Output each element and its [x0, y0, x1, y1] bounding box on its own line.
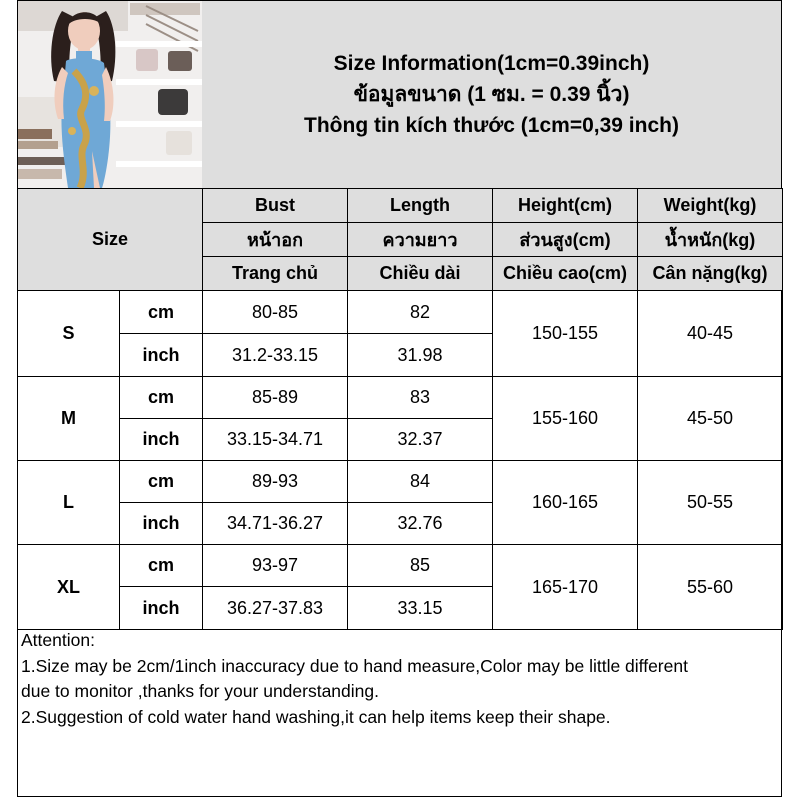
size-chart-table — [17, 188, 783, 630]
bust-inch-value: 31.2-33.15 — [203, 334, 348, 377]
height-header-english: Height(cm) — [493, 189, 638, 223]
header-title-vietnamese: Thông tin kích thước (1cm=0,39 inch) — [304, 114, 679, 137]
height-value: 155-160 — [493, 377, 638, 461]
weight-header-vietnamese: Cân nặng(kg) — [638, 257, 783, 291]
length-inch-value: 32.76 — [348, 503, 493, 545]
bust-cm-value: 89-93 — [203, 461, 348, 503]
bust-header-vietnamese: Trang chủ — [203, 257, 348, 291]
size-label-l: L — [18, 461, 120, 545]
height-value: 165-170 — [493, 545, 638, 630]
weight-value: 50-55 — [638, 461, 783, 545]
height-value: 160-165 — [493, 461, 638, 545]
unit-label-inch: inch — [120, 503, 203, 545]
note-line: due to monitor ,thanks for your understanding. — [21, 681, 379, 701]
length-cm-value: 85 — [348, 545, 493, 587]
length-cm-value: 82 — [348, 291, 493, 334]
weight-value: 40-45 — [638, 291, 783, 377]
length-cm-value: 83 — [348, 377, 493, 419]
product-photo-illustration — [18, 1, 202, 188]
unit-label-inch: inch — [120, 419, 203, 461]
note-line: 2.Suggestion of cold water hand washing,it can help items keep their shape. — [21, 706, 611, 727]
size-information-header — [202, 1, 781, 188]
length-inch-value: 33.15 — [348, 587, 493, 630]
length-header-vietnamese: Chiều dài — [348, 257, 493, 291]
unit-label-cm: cm — [120, 545, 203, 587]
header-title-thai: ข้อมูลขนาด (1 ซม. = 0.39 นิ้ว) — [353, 83, 630, 106]
size-label-s: S — [18, 291, 120, 377]
size-label-m: M — [18, 377, 120, 461]
header-title-english: Size Information(1cm=0.39inch) — [333, 52, 650, 75]
weight-header-thai: น้ำหนัก(kg) — [638, 223, 783, 257]
attention-notes — [21, 628, 779, 730]
bust-header-thai: หน้าอก — [203, 223, 348, 257]
height-value: 150-155 — [493, 291, 638, 377]
bust-inch-value: 36.27-37.83 — [203, 587, 348, 630]
bust-header-english: Bust — [203, 189, 348, 223]
size-label-xl: XL — [18, 545, 120, 630]
product-photo — [18, 1, 202, 188]
bust-cm-value: 85-89 — [203, 377, 348, 419]
unit-label-inch: inch — [120, 587, 203, 630]
unit-label-cm: cm — [120, 377, 203, 419]
length-header-thai: ความยาว — [348, 223, 493, 257]
size-column-header: Size — [18, 189, 203, 291]
weight-value: 55-60 — [638, 545, 783, 630]
height-header-thai: ส่วนสูง(cm) — [493, 223, 638, 257]
unit-label-cm: cm — [120, 291, 203, 334]
unit-label-cm: cm — [120, 461, 203, 503]
attention-heading: Attention: — [21, 630, 95, 650]
unit-label-inch: inch — [120, 334, 203, 377]
length-header-english: Length — [348, 189, 493, 223]
weight-header-english: Weight(kg) — [638, 189, 783, 223]
weight-value: 45-50 — [638, 377, 783, 461]
length-inch-value: 31.98 — [348, 334, 493, 377]
height-header-vietnamese: Chiều cao(cm) — [493, 257, 638, 291]
bust-cm-value: 93-97 — [203, 545, 348, 587]
length-inch-value: 32.37 — [348, 419, 493, 461]
note-line: 1.Size may be 2cm/1inch inaccuracy due to hand measure,Color may be little different — [21, 655, 688, 676]
bust-inch-value: 34.71-36.27 — [203, 503, 348, 545]
bust-inch-value: 33.15-34.71 — [203, 419, 348, 461]
length-cm-value: 84 — [348, 461, 493, 503]
bust-cm-value: 80-85 — [203, 291, 348, 334]
